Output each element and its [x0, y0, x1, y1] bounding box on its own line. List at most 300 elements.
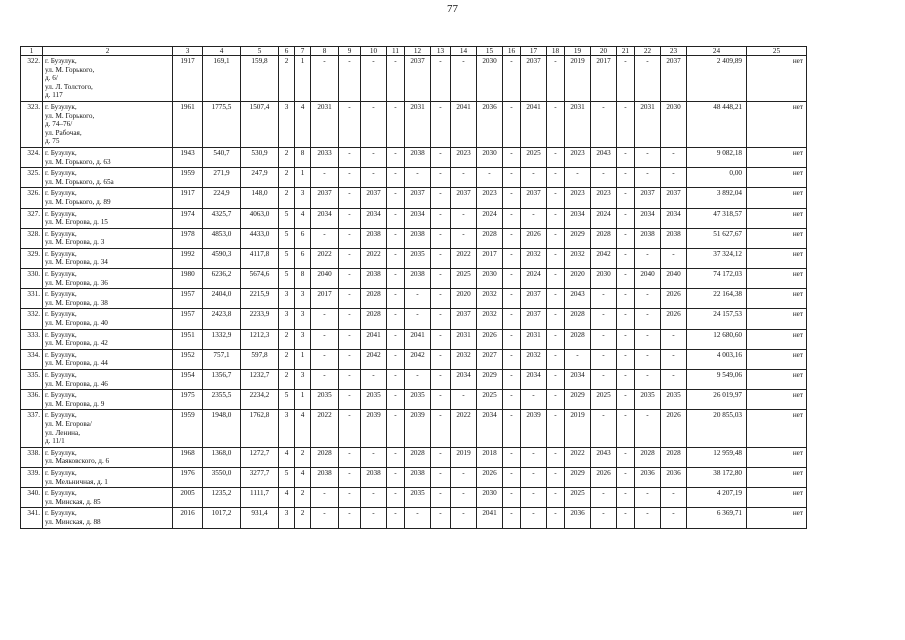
table-row — [21, 147, 807, 167]
value-cell: - — [503, 447, 521, 467]
value-cell: 1917 — [173, 56, 203, 102]
value-cell: 2038 — [361, 228, 387, 248]
column-number: 19 — [565, 47, 591, 56]
value-cell: 2028 — [635, 447, 661, 467]
value-cell: 2 — [279, 329, 295, 349]
value-cell: 8 — [295, 269, 311, 289]
value-cell: 5 — [279, 208, 295, 228]
table-row — [21, 56, 807, 102]
value-cell: - — [451, 467, 477, 487]
value-cell: - — [635, 370, 661, 390]
column-number: 24 — [687, 47, 747, 56]
value-cell: - — [339, 56, 361, 102]
value-cell: 2 — [279, 188, 295, 208]
value-cell: - — [431, 390, 451, 410]
value-cell: - — [431, 349, 451, 369]
value-cell: 2040 — [311, 269, 339, 289]
value-cell: 8 — [295, 147, 311, 167]
value-cell: - — [361, 447, 387, 467]
value-cell: 271,9 — [203, 168, 241, 188]
value-cell: 2035 — [405, 390, 431, 410]
value-cell: 2038 — [361, 269, 387, 289]
value-cell: 2037 — [661, 188, 687, 208]
column-number: 9 — [339, 47, 361, 56]
value-cell: - — [339, 488, 361, 508]
value-cell: 3 — [279, 101, 295, 147]
value-cell: 2028 — [311, 447, 339, 467]
value-cell: - — [617, 488, 635, 508]
value-cell: 2040 — [635, 269, 661, 289]
value-cell: 1212,3 — [241, 329, 279, 349]
value-cell: 2031 — [405, 101, 431, 147]
address-line: г. Бузулук, — [45, 249, 77, 258]
value-cell: - — [431, 309, 451, 329]
value-cell: - — [387, 188, 405, 208]
value-cell: 2017 — [591, 56, 617, 102]
value-cell: - — [311, 508, 339, 528]
value-cell: 2030 — [477, 488, 503, 508]
value-cell: 2037 — [521, 309, 547, 329]
value-cell: 3 — [295, 370, 311, 390]
value-cell: 2031 — [451, 329, 477, 349]
value-cell: 2 — [295, 508, 311, 528]
value-cell: 2030 — [477, 269, 503, 289]
address-cell — [43, 488, 173, 508]
value-cell: - — [521, 508, 547, 528]
value-cell: 2026 — [661, 410, 687, 447]
address-cell — [43, 269, 173, 289]
value-cell: 2022 — [361, 248, 387, 268]
status-cell: нет — [747, 508, 807, 528]
value-cell: - — [661, 248, 687, 268]
value-cell: 2039 — [361, 410, 387, 447]
cost-cell: 37 324,12 — [687, 248, 747, 268]
value-cell: - — [617, 467, 635, 487]
row-index: 329. — [21, 248, 43, 268]
value-cell: - — [661, 168, 687, 188]
row-index: 333. — [21, 329, 43, 349]
address-line: д. 11/1 — [45, 437, 65, 446]
cost-cell: 12 680,60 — [687, 329, 747, 349]
value-cell: - — [503, 410, 521, 447]
value-cell: 2029 — [477, 370, 503, 390]
value-cell: - — [431, 248, 451, 268]
value-cell: - — [405, 309, 431, 329]
value-cell: 2233,9 — [241, 309, 279, 329]
table-row — [21, 508, 807, 528]
value-cell: 247,9 — [241, 168, 279, 188]
status-cell: нет — [747, 410, 807, 447]
status-cell: нет — [747, 147, 807, 167]
value-cell: 2039 — [521, 410, 547, 447]
value-cell: - — [503, 508, 521, 528]
value-cell: 2042 — [591, 248, 617, 268]
value-cell: - — [547, 208, 565, 228]
value-cell: 2028 — [405, 447, 431, 467]
value-cell: - — [661, 329, 687, 349]
value-cell: - — [547, 269, 565, 289]
value-cell: 2030 — [591, 269, 617, 289]
column-number: 20 — [591, 47, 617, 56]
value-cell: - — [387, 488, 405, 508]
column-number: 25 — [747, 47, 807, 56]
table-row — [21, 467, 807, 487]
value-cell: - — [503, 269, 521, 289]
value-cell: 2 — [279, 349, 295, 369]
value-cell: 2023 — [565, 188, 591, 208]
value-cell: 2022 — [311, 248, 339, 268]
value-cell: - — [617, 147, 635, 167]
value-cell: - — [339, 508, 361, 528]
value-cell: 3 — [295, 289, 311, 309]
value-cell: 2017 — [311, 289, 339, 309]
cost-cell: 26 019,97 — [687, 390, 747, 410]
value-cell: 2028 — [565, 329, 591, 349]
row-index: 331. — [21, 289, 43, 309]
table-row — [21, 168, 807, 188]
value-cell: - — [635, 329, 661, 349]
value-cell: - — [431, 147, 451, 167]
value-cell: 1 — [295, 56, 311, 102]
value-cell: - — [339, 329, 361, 349]
value-cell: 2034 — [661, 208, 687, 228]
value-cell: 2025 — [451, 269, 477, 289]
status-cell: нет — [747, 329, 807, 349]
column-number: 12 — [405, 47, 431, 56]
housing-table — [20, 46, 807, 529]
value-cell: 2043 — [591, 147, 617, 167]
value-cell: 2035 — [635, 390, 661, 410]
value-cell: - — [661, 488, 687, 508]
address-line: г. Бузулук, — [45, 189, 77, 198]
value-cell: 1975 — [173, 390, 203, 410]
address-line: г. Бузулук, — [45, 448, 77, 457]
value-cell: - — [311, 56, 339, 102]
value-cell: 2036 — [565, 508, 591, 528]
value-cell: - — [387, 248, 405, 268]
value-cell: 1332,9 — [203, 329, 241, 349]
value-cell: - — [503, 208, 521, 228]
value-cell: 2355,5 — [203, 390, 241, 410]
row-index: 328. — [21, 228, 43, 248]
value-cell: 2037 — [405, 188, 431, 208]
value-cell: 224,9 — [203, 188, 241, 208]
value-cell: - — [503, 188, 521, 208]
value-cell: - — [387, 447, 405, 467]
address-line: ул. М. Егорова, д. 44 — [45, 359, 108, 368]
value-cell: - — [547, 248, 565, 268]
value-cell: - — [387, 370, 405, 390]
address-line: ул. Маяковского, д. 6 — [45, 457, 110, 466]
value-cell: - — [431, 467, 451, 487]
address-cell — [43, 147, 173, 167]
value-cell: - — [431, 329, 451, 349]
address-cell — [43, 101, 173, 147]
status-cell: нет — [747, 447, 807, 467]
value-cell: 2 — [295, 447, 311, 467]
value-cell: - — [431, 289, 451, 309]
value-cell: 2037 — [521, 56, 547, 102]
value-cell: - — [339, 168, 361, 188]
value-cell: 2041 — [451, 101, 477, 147]
value-cell: 2019 — [565, 410, 591, 447]
table-row — [21, 390, 807, 410]
column-number: 8 — [311, 47, 339, 56]
address-line: ул. М. Егорова, д. 9 — [45, 399, 105, 408]
value-cell: 2032 — [565, 248, 591, 268]
value-cell: 1917 — [173, 188, 203, 208]
value-cell: 1954 — [173, 370, 203, 390]
value-cell: 1 — [295, 168, 311, 188]
value-cell: 2023 — [591, 188, 617, 208]
value-cell: 2032 — [521, 248, 547, 268]
value-cell: - — [617, 228, 635, 248]
value-cell: - — [451, 228, 477, 248]
cost-cell: 38 172,80 — [687, 467, 747, 487]
address-line: ул. Мельничная, д. 1 — [45, 477, 108, 486]
address-line: г. Бузулук, — [45, 350, 77, 359]
value-cell: 2023 — [477, 188, 503, 208]
value-cell: 4433,0 — [241, 228, 279, 248]
row-index: 332. — [21, 309, 43, 329]
value-cell: 757,1 — [203, 349, 241, 369]
value-cell: - — [387, 349, 405, 369]
value-cell: - — [547, 508, 565, 528]
value-cell: - — [591, 508, 617, 528]
status-cell: нет — [747, 208, 807, 228]
column-number: 15 — [477, 47, 503, 56]
address-line: ул. М. Егорова, д. 38 — [45, 298, 108, 307]
value-cell: 5 — [279, 269, 295, 289]
value-cell: 1976 — [173, 467, 203, 487]
value-cell: 2035 — [311, 390, 339, 410]
value-cell: - — [361, 101, 387, 147]
value-cell: - — [591, 329, 617, 349]
value-cell: 2041 — [477, 508, 503, 528]
value-cell: 2041 — [521, 101, 547, 147]
value-cell: 2234,2 — [241, 390, 279, 410]
address-cell — [43, 410, 173, 447]
value-cell: 2024 — [591, 208, 617, 228]
row-index: 327. — [21, 208, 43, 228]
value-cell: - — [339, 101, 361, 147]
value-cell: - — [339, 188, 361, 208]
value-cell: 2032 — [451, 349, 477, 369]
value-cell: 2026 — [661, 289, 687, 309]
value-cell: 2215,9 — [241, 289, 279, 309]
value-cell: 2031 — [565, 101, 591, 147]
value-cell: - — [503, 309, 521, 329]
column-number: 11 — [387, 47, 405, 56]
value-cell: 3 — [295, 188, 311, 208]
value-cell: 2035 — [405, 488, 431, 508]
value-cell: 2 — [279, 56, 295, 102]
value-cell: - — [311, 228, 339, 248]
value-cell: 1959 — [173, 168, 203, 188]
value-cell: - — [617, 208, 635, 228]
column-number: 4 — [203, 47, 241, 56]
value-cell: 2042 — [405, 349, 431, 369]
table-row — [21, 309, 807, 329]
value-cell: - — [387, 56, 405, 102]
address-line: ул. М. Егорова, д. 46 — [45, 379, 108, 388]
value-cell: 1017,2 — [203, 508, 241, 528]
value-cell: 2028 — [361, 309, 387, 329]
row-index: 341. — [21, 508, 43, 528]
address-line: д. 75 — [45, 137, 60, 146]
value-cell: - — [431, 269, 451, 289]
address-cell — [43, 208, 173, 228]
value-cell: 3 — [279, 508, 295, 528]
value-cell: 1356,7 — [203, 370, 241, 390]
value-cell: - — [387, 390, 405, 410]
column-number: 23 — [661, 47, 687, 56]
value-cell: - — [451, 390, 477, 410]
value-cell: - — [547, 349, 565, 369]
value-cell: 2035 — [405, 248, 431, 268]
value-cell: 4 — [295, 101, 311, 147]
address-line: г. Бузулук, — [45, 169, 77, 178]
value-cell: - — [635, 248, 661, 268]
value-cell: 2023 — [451, 147, 477, 167]
column-number: 10 — [361, 47, 387, 56]
value-cell: - — [565, 168, 591, 188]
address-cell — [43, 289, 173, 309]
value-cell: 2029 — [565, 467, 591, 487]
column-number: 7 — [295, 47, 311, 56]
value-cell: 931,4 — [241, 508, 279, 528]
value-cell: 2020 — [565, 269, 591, 289]
value-cell: - — [431, 370, 451, 390]
value-cell: - — [387, 228, 405, 248]
value-cell: 1775,5 — [203, 101, 241, 147]
value-cell: - — [547, 101, 565, 147]
value-cell: - — [503, 56, 521, 102]
value-cell: 2027 — [477, 349, 503, 369]
value-cell: 2026 — [521, 228, 547, 248]
value-cell: 1959 — [173, 410, 203, 447]
value-cell: 2028 — [361, 289, 387, 309]
value-cell: 2038 — [405, 147, 431, 167]
value-cell: - — [405, 168, 431, 188]
address-cell — [43, 56, 173, 102]
column-number: 21 — [617, 47, 635, 56]
value-cell: 2038 — [311, 467, 339, 487]
table-row — [21, 447, 807, 467]
value-cell: 2 — [295, 488, 311, 508]
value-cell: 2043 — [565, 289, 591, 309]
table-row — [21, 269, 807, 289]
address-line: ул. Минская, д. 85 — [45, 497, 101, 506]
value-cell: - — [617, 269, 635, 289]
table-row — [21, 208, 807, 228]
value-cell: 2028 — [565, 309, 591, 329]
value-cell: - — [311, 329, 339, 349]
value-cell: 1232,7 — [241, 370, 279, 390]
value-cell: 2041 — [361, 329, 387, 349]
column-number: 22 — [635, 47, 661, 56]
row-index: 336. — [21, 390, 43, 410]
value-cell: 2031 — [635, 101, 661, 147]
status-cell: нет — [747, 349, 807, 369]
cost-cell: 0,00 — [687, 168, 747, 188]
value-cell: - — [635, 508, 661, 528]
value-cell: 3 — [279, 289, 295, 309]
address-line: ул. М. Егорова/ — [45, 419, 92, 428]
row-index: 338. — [21, 447, 43, 467]
value-cell: - — [635, 488, 661, 508]
value-cell: 2031 — [521, 329, 547, 349]
value-cell: - — [503, 370, 521, 390]
value-cell: 2019 — [565, 56, 591, 102]
value-cell: - — [521, 447, 547, 467]
value-cell: - — [405, 289, 431, 309]
cost-cell: 20 855,03 — [687, 410, 747, 447]
value-cell: 6236,2 — [203, 269, 241, 289]
address-line: г. Бузулук, — [45, 209, 77, 218]
table-row — [21, 370, 807, 390]
table-row — [21, 228, 807, 248]
value-cell: 2038 — [405, 269, 431, 289]
value-cell: 2025 — [521, 147, 547, 167]
address-line: г. Бузулук, — [45, 509, 77, 518]
value-cell: - — [503, 467, 521, 487]
value-cell: - — [431, 101, 451, 147]
value-cell: 2037 — [451, 188, 477, 208]
value-cell: 2025 — [591, 390, 617, 410]
value-cell: - — [547, 329, 565, 349]
value-cell: 2028 — [661, 447, 687, 467]
value-cell: - — [387, 168, 405, 188]
value-cell: 2018 — [477, 447, 503, 467]
value-cell: 2028 — [591, 228, 617, 248]
value-cell: - — [617, 289, 635, 309]
value-cell: - — [521, 208, 547, 228]
column-number: 5 — [241, 47, 279, 56]
value-cell: - — [521, 168, 547, 188]
value-cell: - — [387, 410, 405, 447]
value-cell: - — [661, 370, 687, 390]
value-cell: 1974 — [173, 208, 203, 228]
cost-cell: 3 892,04 — [687, 188, 747, 208]
address-line: г. Бузулук, — [45, 391, 77, 400]
value-cell: 2034 — [451, 370, 477, 390]
value-cell: 2029 — [565, 390, 591, 410]
address-line: ул. М. Горького, д. 65а — [45, 177, 114, 186]
value-cell: 2030 — [477, 56, 503, 102]
value-cell: - — [591, 289, 617, 309]
value-cell: - — [503, 228, 521, 248]
value-cell: - — [431, 188, 451, 208]
address-cell — [43, 349, 173, 369]
value-cell: - — [617, 329, 635, 349]
value-cell: 2026 — [477, 467, 503, 487]
value-cell: 2017 — [477, 248, 503, 268]
value-cell: - — [635, 147, 661, 167]
address-line: ул. М. Горького, д. 63 — [45, 157, 111, 166]
value-cell: - — [387, 147, 405, 167]
value-cell: 2037 — [635, 188, 661, 208]
value-cell: 2 — [279, 147, 295, 167]
status-cell: нет — [747, 269, 807, 289]
value-cell: - — [591, 309, 617, 329]
value-cell: - — [617, 390, 635, 410]
row-index: 326. — [21, 188, 43, 208]
address-cell — [43, 467, 173, 487]
value-cell: 2037 — [361, 188, 387, 208]
cost-cell: 24 157,53 — [687, 309, 747, 329]
value-cell: 1952 — [173, 349, 203, 369]
